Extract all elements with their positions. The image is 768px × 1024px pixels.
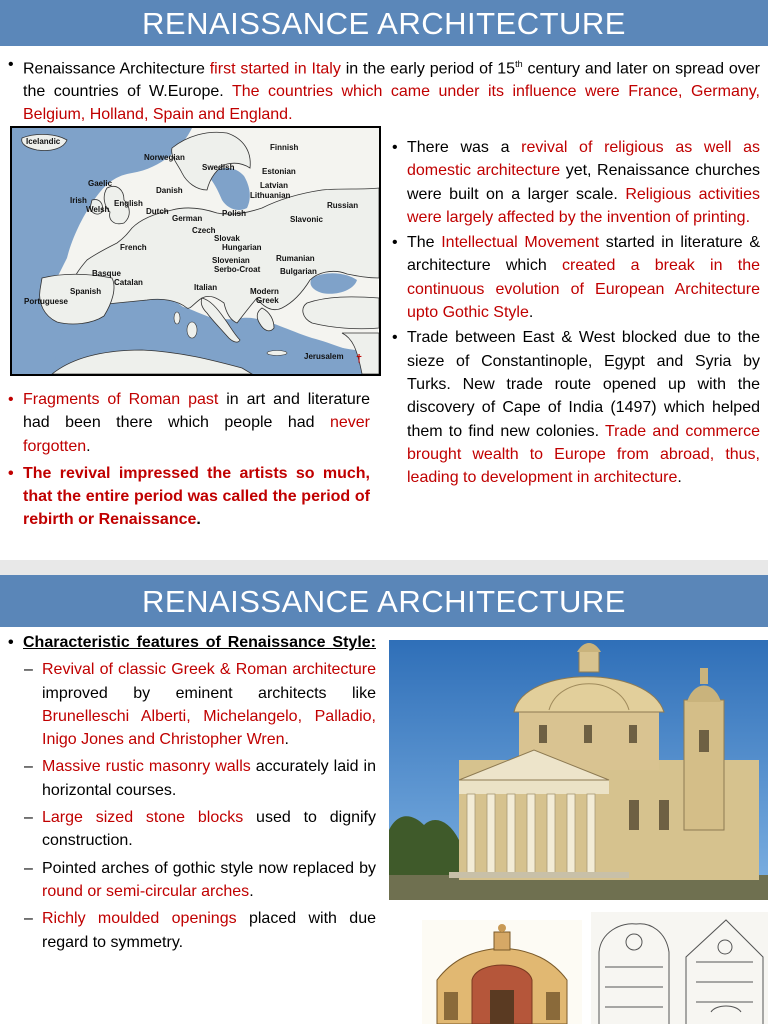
map-label-rumanian: Rumanian (276, 254, 315, 263)
map-label-italian: Italian (194, 283, 218, 292)
feature-item-5: – Richly moulded openings placed with due regard to symmetry. (8, 907, 376, 954)
bullet-dot: • (8, 391, 14, 408)
map-label-english: English (114, 199, 143, 208)
left-bullet-2: • The revival impressed the artists so much, that the entire period was called the period of rebirth or Renaissance. (8, 462, 370, 532)
map-label-icelandic: Icelandic (26, 137, 61, 146)
ornament-illustration (591, 912, 768, 1024)
dash-marker: – (24, 809, 33, 827)
map-label-jerusalem: Jerusalem (304, 352, 344, 361)
facade-illustration (422, 920, 582, 1024)
map-label-norwegian: Norwegian (144, 153, 185, 162)
map-label-german: German (172, 214, 203, 223)
intro-paragraph (8, 53, 760, 126)
map-label-welsh: Welsh (86, 205, 110, 214)
map-label-finnish: Finnish (270, 143, 299, 152)
map-label-hungarian: Hungarian (222, 243, 262, 252)
feature-item-3: – Large sized stone blocks used to dignify construction. (8, 806, 376, 853)
map-label-modern-greek-1: Modern (250, 287, 279, 296)
map-label-spanish: Spanish (70, 287, 102, 296)
intro-bullet: • Renaissance Architecture first started in Italy in the early period of 15th century and later on spread over the countries of W.Europe. The countries which came under its influence were France, Germany, Belgium, Holland, Spain and England. (8, 53, 760, 126)
right-bullet-3: • Trade between East & West blocked due to the sieze of Constantinople, Egypt and Syria by Turks. New trade route opened up with the discovery of Cape of India (1497) which helped them to find new colonies. Trade and commerce brought wealth to Europe from abroad, thus, leading to development in architecture. (392, 326, 760, 489)
map-label-swedish: Swedish (202, 163, 235, 172)
map-label-slovak: Slovak (214, 234, 240, 243)
map-label-lithuanian: Lithuanian (250, 191, 291, 200)
map-label-serbo-croat: Serbo-Croat (214, 265, 261, 274)
bullet-dot: • (8, 464, 14, 482)
dash-marker: – (24, 859, 33, 877)
left-bullet-1: • Fragments of Roman past in art and literature had been there which people had never forgotten. (8, 388, 370, 458)
feature-item-2: – Massive rustic masonry walls accurately laid in horizontal courses. (8, 755, 376, 802)
bullet-dot: • (392, 329, 398, 347)
map-label-gaelic: Gaelic (88, 179, 113, 188)
dash-marker: – (24, 910, 33, 928)
map-label-portuguese: Portuguese (24, 297, 69, 306)
map-label-slavonic: Slavonic (290, 215, 323, 224)
map-label-basque: Basque (92, 269, 121, 278)
map-label-modern-greek-2: Greek (256, 296, 279, 305)
slide-separator (0, 560, 768, 575)
map-label-irish: Irish (70, 196, 87, 205)
feature-item-1: – Revival of classic Greek & Roman architecture improved by eminent architects like Brunelleschi Alberti, Michelangelo, Palladio, Inigo Jones and Christopher Wren. (8, 658, 376, 751)
map-label-latvian: Latvian (260, 181, 289, 190)
basilica-photo (389, 640, 768, 900)
map-label-czech: Czech (192, 226, 216, 235)
dash-marker: – (24, 661, 33, 679)
map-label-estonian: Estonian (262, 167, 296, 176)
slide-2 (0, 575, 768, 1024)
dash-marker: – (24, 758, 33, 776)
map-label-bulgarian: Bulgarian (280, 267, 317, 276)
ornament-drawings (591, 912, 768, 1024)
map-label-russian: Russian (327, 201, 359, 210)
right-bullets (392, 136, 760, 489)
slide-2-title: RENAISSANCE ARCHITECTURE (0, 575, 768, 627)
bullet-dot: • (8, 56, 14, 73)
map-graphic (12, 128, 379, 374)
map-label-dutch: Dutch (146, 207, 169, 216)
slide-1-title: RENAISSANCE ARCHITECTURE (0, 0, 768, 46)
feature-item-4: – Pointed arches of gothic style now replaced by round or semi-circular arches. (8, 857, 376, 904)
baroque-facade-sketch (422, 920, 582, 1024)
bullet-dot: • (392, 139, 398, 156)
features-list (8, 631, 376, 954)
map-label-danish: Danish (156, 186, 183, 195)
bullet-dot: • (8, 634, 14, 651)
map-label-catalan: Catalan (114, 278, 143, 287)
features-heading: • Characteristic features of Renaissance Style: (8, 631, 376, 654)
map-label-polish: Polish (222, 209, 247, 218)
jerusalem-cross-icon: † (356, 353, 363, 365)
right-bullet-1: • There was a revival of religious as well as domestic architecture yet, Renaissance churches were built on a larger scale. Religious activities were largely affected by the invention of printing. (392, 136, 760, 229)
europe-language-map (10, 126, 381, 376)
basilica-illustration (389, 640, 768, 900)
bullet-dot: • (392, 234, 398, 252)
map-label-slovenian: Slovenian (212, 256, 250, 265)
left-bullets (8, 388, 370, 532)
right-bullet-2: • The Intellectual Movement started in literature & architecture which created a break in the continuous evolution of European Architecture upto Gothic Style. (392, 231, 760, 324)
map-label-french: French (120, 243, 147, 252)
